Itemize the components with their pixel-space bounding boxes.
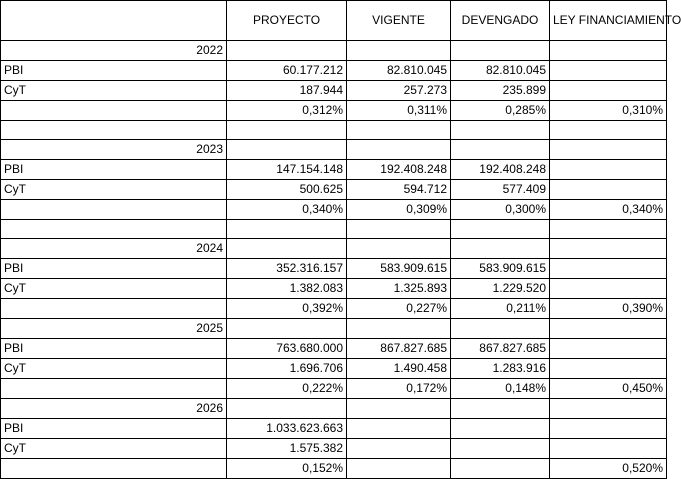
cell-ley-financiamiento xyxy=(550,61,667,81)
pbi-row xyxy=(1,419,667,439)
cell-proyecto: 763.680.000 xyxy=(227,339,347,359)
cell-vigente xyxy=(347,319,451,339)
cell-devengado xyxy=(451,140,550,160)
cell-vigente: 1.490.458 xyxy=(347,359,451,379)
row-label-cell xyxy=(1,101,227,121)
blank-row xyxy=(1,220,667,239)
row-label-cell: PBI xyxy=(1,160,227,180)
row-label-cell xyxy=(1,121,227,140)
year-row xyxy=(1,399,667,419)
column-header-vigente: VIGENTE xyxy=(347,1,451,41)
row-label-cell: PBI xyxy=(1,339,227,359)
cell-devengado xyxy=(451,399,550,419)
cell-vigente xyxy=(347,41,451,61)
cyt-row xyxy=(1,180,667,200)
year-cell: 2024 xyxy=(1,239,227,259)
cell-proyecto xyxy=(227,399,347,419)
cell-devengado: 192.408.248 xyxy=(451,160,550,180)
column-header-devengado: DEVENGADO xyxy=(451,1,550,41)
cell-vigente xyxy=(347,399,451,419)
cell-devengado: 0,285% xyxy=(451,101,550,121)
cell-ley-financiamiento xyxy=(550,399,667,419)
cell-devengado xyxy=(451,319,550,339)
row-label-cell xyxy=(1,220,227,239)
cell-proyecto xyxy=(227,239,347,259)
cell-devengado xyxy=(451,459,550,479)
cell-devengado xyxy=(451,439,550,459)
row-label-cell: PBI xyxy=(1,419,227,439)
cell-vigente: 0,309% xyxy=(347,200,451,220)
cell-ley-financiamiento xyxy=(550,220,667,239)
cell-ley-financiamiento xyxy=(550,279,667,299)
cell-vigente xyxy=(347,121,451,140)
pbi-row xyxy=(1,339,667,359)
cell-proyecto: 500.625 xyxy=(227,180,347,200)
cell-ley-financiamiento xyxy=(550,259,667,279)
percentage-row xyxy=(1,459,667,479)
cell-vigente: 583.909.615 xyxy=(347,259,451,279)
percentage-row xyxy=(1,101,667,121)
cell-devengado: 82.810.045 xyxy=(451,61,550,81)
cell-devengado: 235.899 xyxy=(451,81,550,101)
cell-devengado: 0,300% xyxy=(451,200,550,220)
cell-proyecto: 60.177.212 xyxy=(227,61,347,81)
cell-vigente: 0,227% xyxy=(347,299,451,319)
cell-ley-financiamiento xyxy=(550,160,667,180)
year-cell: 2025 xyxy=(1,319,227,339)
cyt-row xyxy=(1,359,667,379)
cell-devengado: 583.909.615 xyxy=(451,259,550,279)
cell-ley-financiamiento xyxy=(550,121,667,140)
cell-proyecto xyxy=(227,41,347,61)
pbi-row xyxy=(1,259,667,279)
row-label-cell xyxy=(1,200,227,220)
year-cell: 2022 xyxy=(1,41,227,61)
cell-ley-financiamiento xyxy=(550,339,667,359)
row-label-cell: PBI xyxy=(1,61,227,81)
cell-proyecto xyxy=(227,140,347,160)
cell-devengado xyxy=(451,121,550,140)
cell-vigente: 192.408.248 xyxy=(347,160,451,180)
cell-devengado xyxy=(451,41,550,61)
cell-vigente: 1.325.893 xyxy=(347,279,451,299)
cell-devengado: 0,211% xyxy=(451,299,550,319)
column-header-label xyxy=(1,1,227,41)
cell-vigente xyxy=(347,419,451,439)
pbi-row xyxy=(1,61,667,81)
row-label-cell xyxy=(1,299,227,319)
cell-proyecto: 0,222% xyxy=(227,379,347,399)
cell-ley-financiamiento xyxy=(550,140,667,160)
cell-ley-financiamiento xyxy=(550,41,667,61)
cell-ley-financiamiento: 0,340% xyxy=(550,200,667,220)
cell-vigente: 82.810.045 xyxy=(347,61,451,81)
cell-vigente xyxy=(347,459,451,479)
cell-devengado: 577.409 xyxy=(451,180,550,200)
cell-devengado: 1.283.916 xyxy=(451,359,550,379)
cell-vigente: 257.273 xyxy=(347,81,451,101)
pbi-row xyxy=(1,160,667,180)
cell-ley-financiamiento xyxy=(550,81,667,101)
cell-devengado xyxy=(451,239,550,259)
cell-proyecto: 187.944 xyxy=(227,81,347,101)
cell-devengado: 867.827.685 xyxy=(451,339,550,359)
cell-vigente: 867.827.685 xyxy=(347,339,451,359)
cyt-row xyxy=(1,81,667,101)
year-cell: 2023 xyxy=(1,140,227,160)
row-label-cell: CyT xyxy=(1,359,227,379)
blank-row xyxy=(1,121,667,140)
row-label-cell: CyT xyxy=(1,279,227,299)
cell-vigente xyxy=(347,439,451,459)
cyt-row xyxy=(1,439,667,459)
cell-devengado xyxy=(451,220,550,239)
cell-ley-financiamiento: 0,520% xyxy=(550,459,667,479)
cell-vigente xyxy=(347,220,451,239)
column-header-ley-financiamiento: LEY FINANCIAMIENTO xyxy=(550,1,667,41)
header-row xyxy=(1,1,667,41)
cell-vigente: 0,172% xyxy=(347,379,451,399)
cell-proyecto: 1.575.382 xyxy=(227,439,347,459)
row-label-cell: CyT xyxy=(1,180,227,200)
cell-proyecto xyxy=(227,121,347,140)
percentage-row xyxy=(1,299,667,319)
cell-proyecto: 0,312% xyxy=(227,101,347,121)
percentage-row xyxy=(1,200,667,220)
cell-proyecto: 0,340% xyxy=(227,200,347,220)
cell-ley-financiamiento: 0,450% xyxy=(550,379,667,399)
year-row xyxy=(1,239,667,259)
cell-vigente: 594.712 xyxy=(347,180,451,200)
cell-proyecto: 1.033.623.663 xyxy=(227,419,347,439)
cell-ley-financiamiento: 0,310% xyxy=(550,101,667,121)
row-label-cell: CyT xyxy=(1,439,227,459)
cell-proyecto: 1.696.706 xyxy=(227,359,347,379)
cell-devengado: 0,148% xyxy=(451,379,550,399)
cell-ley-financiamiento xyxy=(550,319,667,339)
year-row xyxy=(1,140,667,160)
column-header-proyecto: PROYECTO xyxy=(227,1,347,41)
cell-proyecto: 147.154.148 xyxy=(227,160,347,180)
cell-vigente xyxy=(347,239,451,259)
row-label-cell xyxy=(1,459,227,479)
cell-proyecto: 1.382.083 xyxy=(227,279,347,299)
cell-ley-financiamiento xyxy=(550,180,667,200)
cell-ley-financiamiento xyxy=(550,239,667,259)
cyt-row xyxy=(1,279,667,299)
cell-proyecto xyxy=(227,319,347,339)
cell-proyecto: 0,392% xyxy=(227,299,347,319)
row-label-cell xyxy=(1,379,227,399)
cell-proyecto: 0,152% xyxy=(227,459,347,479)
cell-devengado xyxy=(451,419,550,439)
percentage-row xyxy=(1,379,667,399)
year-row xyxy=(1,319,667,339)
cell-ley-financiamiento xyxy=(550,439,667,459)
cell-vigente xyxy=(347,140,451,160)
cell-vigente: 0,311% xyxy=(347,101,451,121)
cell-devengado: 1.229.520 xyxy=(451,279,550,299)
row-label-cell: CyT xyxy=(1,81,227,101)
year-cell: 2026 xyxy=(1,399,227,419)
cell-ley-financiamiento xyxy=(550,419,667,439)
cell-ley-financiamiento: 0,390% xyxy=(550,299,667,319)
row-label-cell: PBI xyxy=(1,259,227,279)
cell-ley-financiamiento xyxy=(550,359,667,379)
year-row xyxy=(1,41,667,61)
cell-proyecto: 352.316.157 xyxy=(227,259,347,279)
cell-proyecto xyxy=(227,220,347,239)
